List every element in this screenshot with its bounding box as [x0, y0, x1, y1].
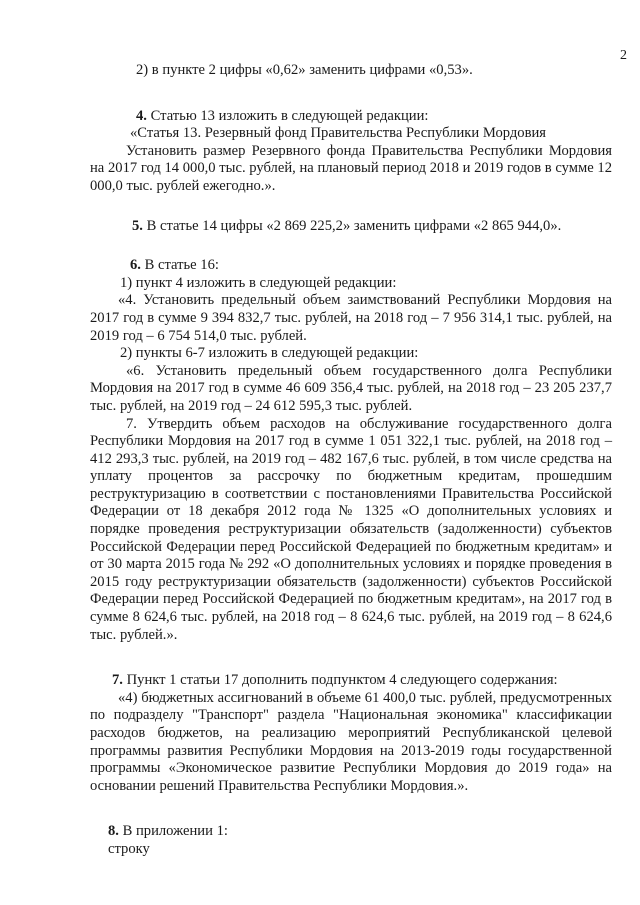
- section-7-lead: Пункт 1 статьи 17 дополнить подпунктом 4 следующего содержания:: [122, 672, 558, 689]
- document-body: [90, 62, 612, 859]
- article-13-title: «Статья 13. Резервный фонд Правительства Республики Мордовия: [130, 125, 546, 142]
- section-8-lead: В приложении 1:: [118, 823, 228, 840]
- section-4-number: 4.: [136, 107, 147, 124]
- page-number: 2: [620, 48, 627, 63]
- section-6-point-6-text: «6. Установить предельный объем государственного долга Республики Мордовия на 2017 год в сумме 46 609 356,4 тыс. рублей, на 2018 год – 23 205 237,7 тыс. рублей, на 2019 год – 24 612 595,3 тыс. рублей.: [90, 362, 612, 414]
- section-6-point-7-text: 7. Утвердить объем расходов на обслуживание государственного долга Республики Мордовия на 2017 год в сумме 1 051 322,1 тыс. рублей, на 2018 год – 412 293,3 тыс. рублей, на 2019 год – 482 167,6 тыс. рублей, в том числе средства на уплату процентов за рассрочку по бюджетным кредитам, прошедшим реструктуризацию в соответствии с постановлениями Правительства Российской Федерации от 18 декабря 2012 года № 1325 «О дополнительных условиях и порядке проведения реструктуризации обязательств (задолженности) субъектов Российской Федерации перед Российской Федерацией по бюджетным кредитам» и от 30 марта 2015 года № 292 «О дополнительных условиях и порядке проведения в 2015 году реструктуризации обязательств (задолженности) субъектов Российской Федерации перед Российской Федерацией по бюджетным кредитам», на 2017 год в сумме 8 624,6 тыс. рублей, на 2018 год – 8 624,6 тыс. рублей, на 2019 год – 8 624,6 тыс. рублей.».: [90, 415, 612, 643]
- section-5-number: 5.: [132, 217, 143, 234]
- section-6-item-1-text: «4. Установить предельный объем заимствований Республики Мордовия на 2017 год в сумме 9 394 832,7 тыс. рублей, на 2018 год – 7 956 314,1 тыс. рублей, на 2019 год – 6 754 514,0 тыс. рублей.: [90, 292, 612, 344]
- section-6-item-2-intro: 2) пункты 6-7 изложить в следующей редакции:: [120, 345, 419, 362]
- section-4-heading: [90, 108, 612, 126]
- item-2-replace: 2) в пункте 2 цифры «0,62» заменить цифрами «0,53».: [136, 62, 473, 78]
- article-13-body: Установить размер Резервного фонда Правительства Республики Мордовия на 2017 год 14 000,0 тыс. рублей, на плановый период 2018 и 2019 годов в сумме 12 000,0 тыс. рублей ежегодно.».: [90, 142, 612, 194]
- section-8-number: 8.: [108, 823, 119, 840]
- section-6-item-1-intro: 1) пункт 4 изложить в следующей редакции:: [120, 274, 397, 291]
- section-5: [90, 218, 612, 236]
- section-7-text: «4) бюджетных ассигнований в объеме 61 400,0 тыс. рублей, предусмотренных по подразделу "Транспорт" раздела "Национальная экономика" классификации расходов бюджетов, на реализацию мероприятий Республиканской целевой программы развития Республики Мордовия на 2013-2019 годы государственной программы «Экономическое развитие Республики Мордовия до 2019 года» на основании решений Правительства Республики Мордовия.».: [90, 689, 612, 794]
- section-4-lead: Статью 13 изложить в следующей редакции:: [146, 107, 429, 124]
- section-8-tail: строку: [108, 840, 150, 857]
- section-5-text: В статье 14 цифры «2 869 225,2» заменить цифрами «2 865 944,0».: [142, 217, 562, 234]
- section-6-number: 6.: [130, 257, 141, 274]
- section-6-lead: В статье 16:: [140, 257, 219, 274]
- section-7-number: 7.: [112, 672, 123, 689]
- section-7-heading: [90, 672, 612, 690]
- section-6-heading: [90, 257, 612, 275]
- section-8-heading: [90, 823, 612, 841]
